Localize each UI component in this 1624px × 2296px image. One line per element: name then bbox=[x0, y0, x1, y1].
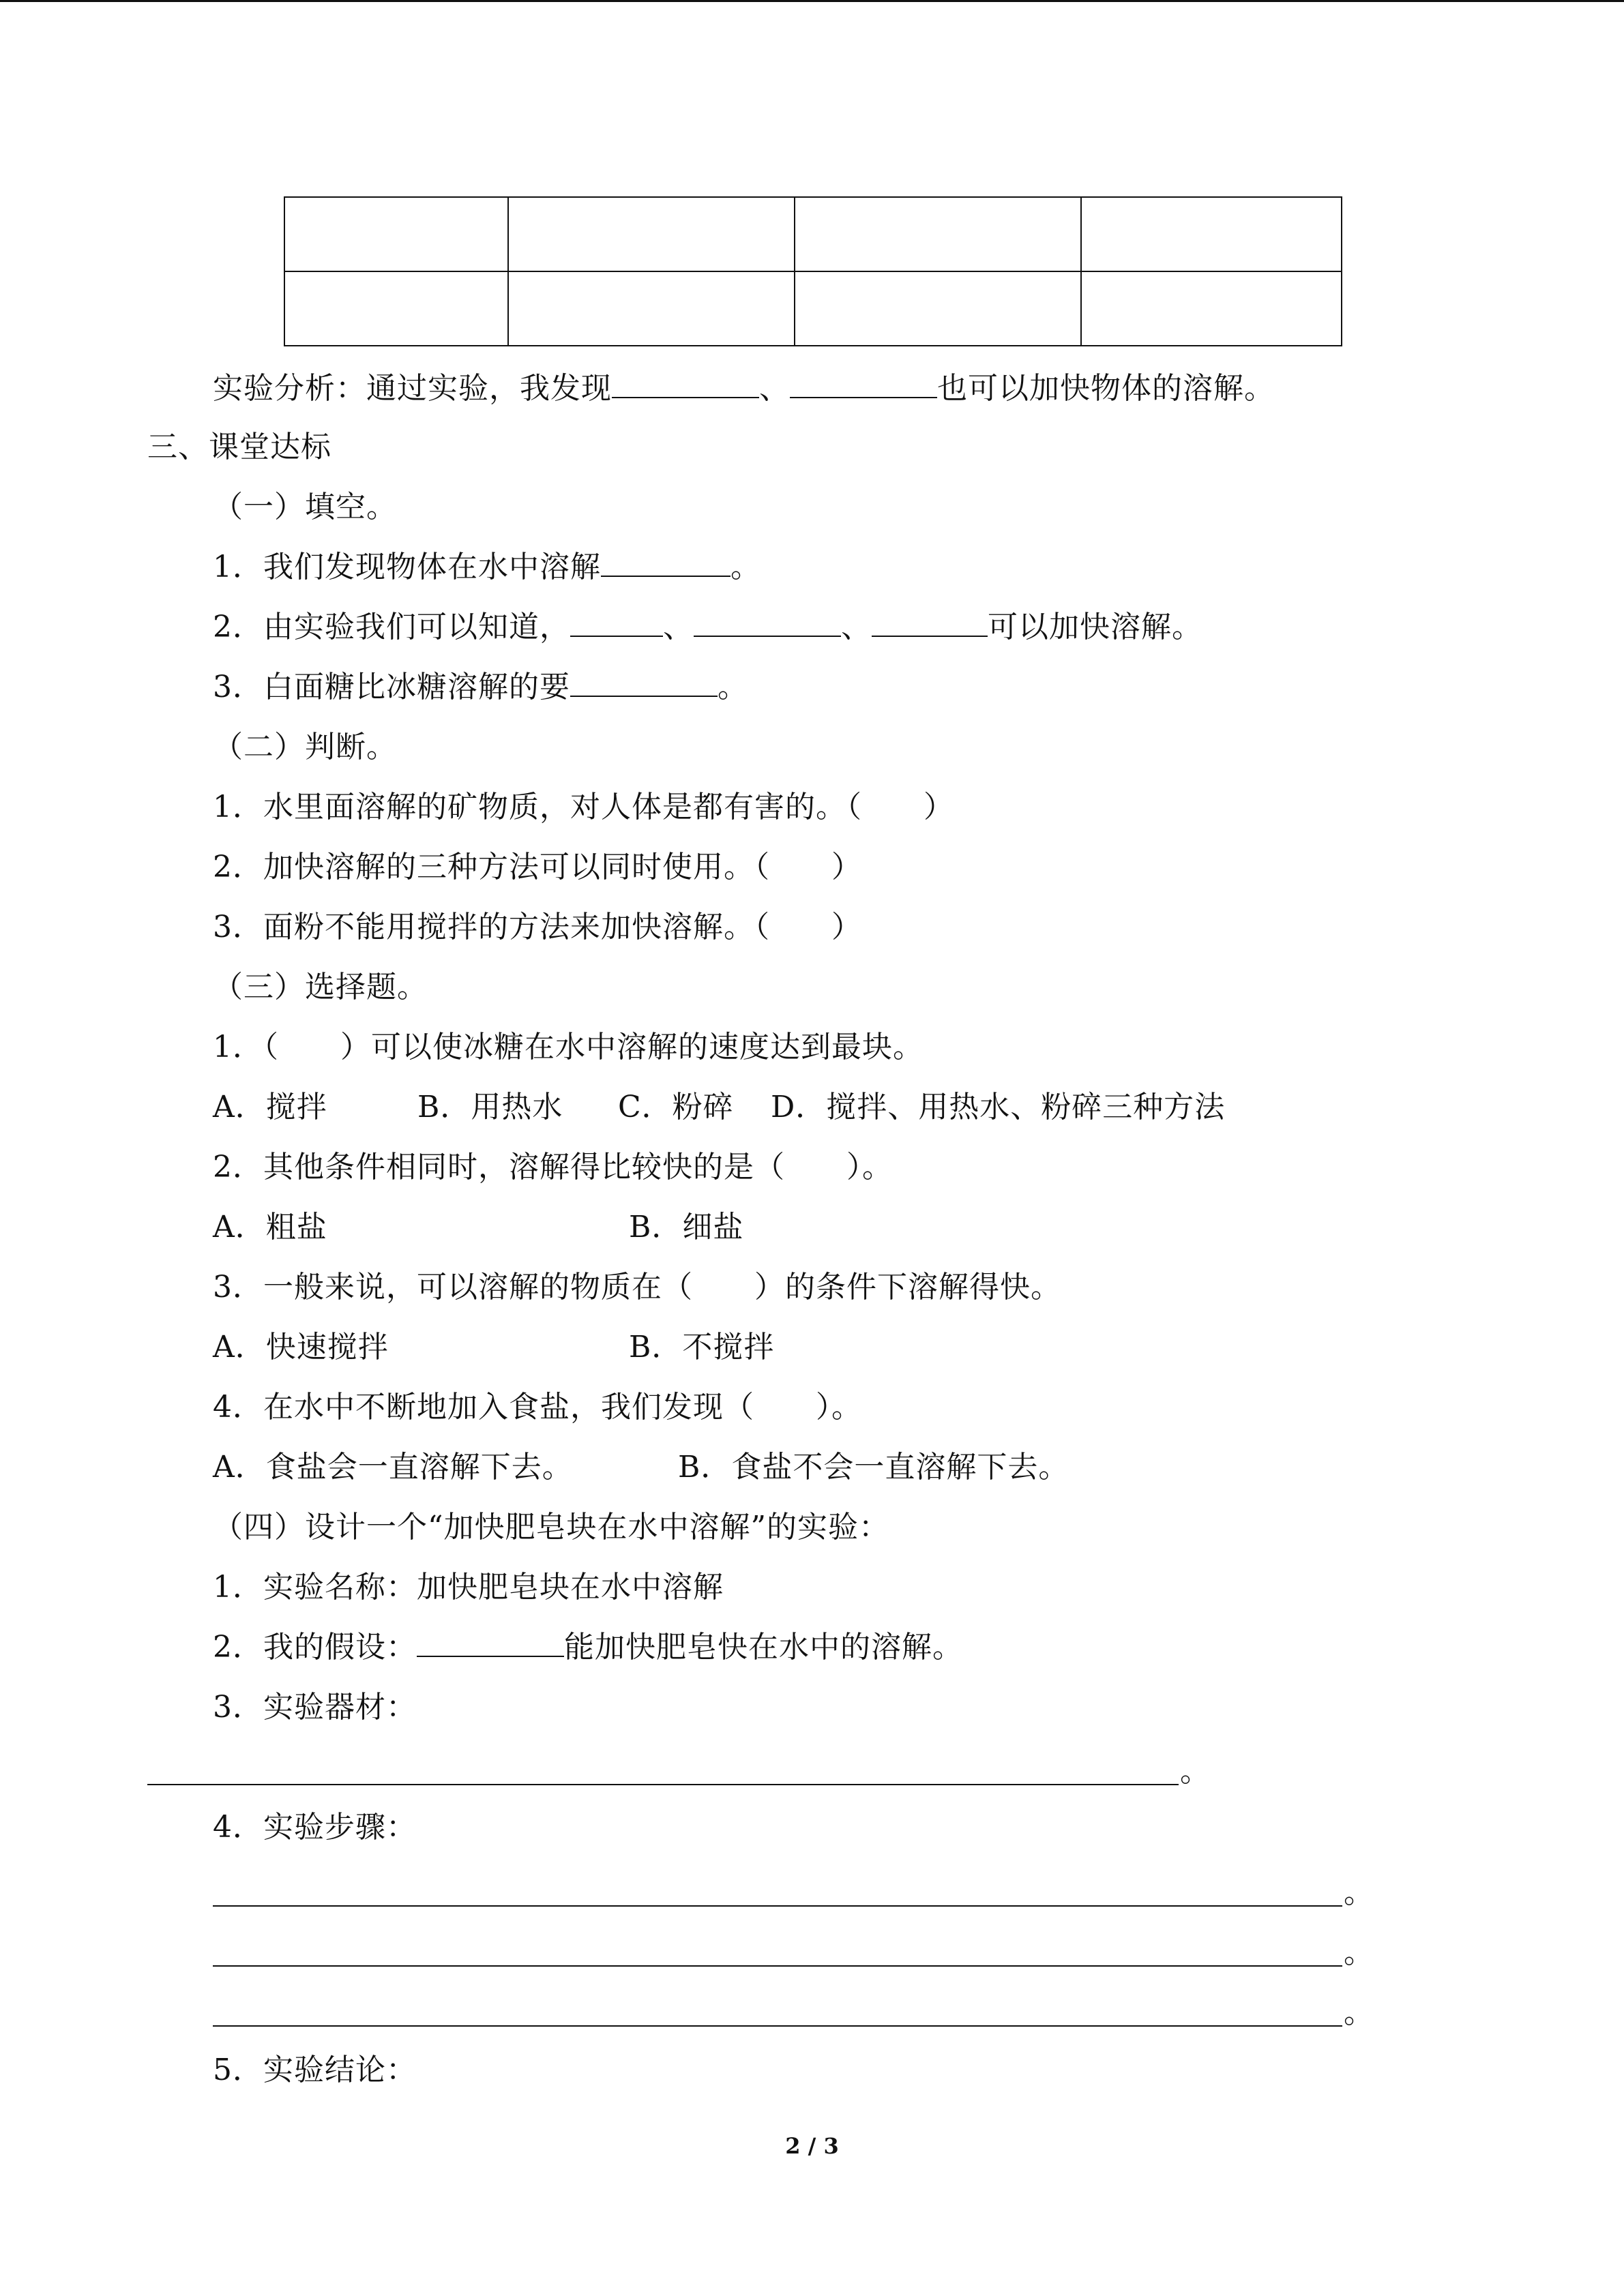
choice-q3-option-a[interactable]: A．快速搅拌 bbox=[213, 1330, 389, 1365]
experiment-table bbox=[284, 196, 1342, 346]
design-materials: 3．实验器材： bbox=[213, 1690, 417, 1725]
page-number: 2 / 3 bbox=[785, 2133, 839, 2159]
page-top-border bbox=[0, 0, 1624, 2]
question-text: 2．我的假设： bbox=[213, 1630, 417, 1665]
design-steps: 4．实验步骤： bbox=[213, 1810, 417, 1845]
choice-q2-option-a[interactable]: A．粗盐 bbox=[213, 1210, 327, 1244]
fill-q3 bbox=[213, 668, 748, 706]
choice-q4[interactable]: 4．在水中不断地加入食盐，我们发现（ ）。 bbox=[213, 1390, 862, 1425]
judge-q2[interactable]: 2．加快溶解的三种方法可以同时使用。（ ） bbox=[213, 850, 862, 884]
table-cell[interactable] bbox=[508, 271, 795, 346]
end-mark: 。 bbox=[1344, 1935, 1374, 1970]
choice-q1-option-b[interactable]: B．用热水 bbox=[417, 1090, 563, 1124]
table-cell[interactable] bbox=[508, 197, 795, 271]
answer-blank[interactable] bbox=[417, 1628, 564, 1657]
end-mark: 。 bbox=[1344, 1995, 1374, 2030]
choice-title: （三）选择题。 bbox=[213, 970, 428, 1004]
choice-q3-option-b[interactable]: B．不搅拌 bbox=[629, 1330, 775, 1365]
answer-blank[interactable] bbox=[612, 370, 759, 398]
answer-line[interactable] bbox=[213, 1905, 1342, 1907]
section-title: 三、课堂达标 bbox=[147, 430, 331, 464]
answer-blank[interactable] bbox=[694, 608, 841, 637]
table-cell[interactable] bbox=[284, 197, 508, 271]
table-cell[interactable] bbox=[795, 271, 1081, 346]
separator: 、 bbox=[841, 610, 872, 644]
answer-blank[interactable] bbox=[601, 548, 730, 577]
design-title: （四）设计一个“加快肥皂块在水中溶解”的实验： bbox=[213, 1510, 889, 1545]
analysis-prefix: 实验分析：通过实验，我发现 bbox=[213, 371, 612, 406]
design-conclusion: 5．实验结论： bbox=[213, 2053, 417, 2087]
choice-q4-option-a[interactable]: A．食盐会一直溶解下去。 bbox=[213, 1450, 573, 1485]
answer-blank[interactable] bbox=[570, 608, 663, 637]
choice-q1-option-a[interactable]: A．搅拌 bbox=[213, 1090, 327, 1124]
design-name: 1．实验名称：加快肥皂块在水中溶解 bbox=[213, 1570, 724, 1605]
analysis-line bbox=[213, 370, 1275, 408]
fill-q1 bbox=[213, 548, 761, 586]
answer-line[interactable] bbox=[213, 1965, 1342, 1967]
table-cell[interactable] bbox=[795, 197, 1081, 271]
table-row bbox=[284, 197, 1342, 271]
analysis-suffix: 也可以加快物体的溶解。 bbox=[937, 371, 1275, 406]
question-text: 能加快肥皂快在水中的溶解。 bbox=[564, 1630, 963, 1665]
separator: 、 bbox=[663, 610, 694, 644]
design-hypothesis bbox=[213, 1628, 963, 1667]
answer-blank[interactable] bbox=[790, 370, 937, 398]
fill-q2 bbox=[213, 608, 1202, 646]
fill-title: （一）填空。 bbox=[213, 490, 397, 524]
question-text: 。 bbox=[718, 670, 748, 704]
judge-q1[interactable]: 1．水里面溶解的矿物质，对人体是都有害的。（ ） bbox=[213, 790, 954, 824]
choice-q3[interactable]: 3．一般来说，可以溶解的物质在（ ）的条件下溶解得快。 bbox=[213, 1270, 1061, 1304]
judge-title: （二）判断。 bbox=[213, 730, 397, 764]
choice-q2-option-b[interactable]: B．细盐 bbox=[629, 1210, 744, 1244]
judge-q3[interactable]: 3．面粉不能用搅拌的方法来加快溶解。（ ） bbox=[213, 910, 862, 944]
choice-q1-option-d[interactable]: D．搅拌、用热水、粉碎三种方法 bbox=[771, 1090, 1226, 1124]
table-row bbox=[284, 271, 1342, 346]
answer-line[interactable] bbox=[147, 1784, 1179, 1785]
question-text: 。 bbox=[730, 550, 761, 584]
question-text: 3．白面糖比冰糖溶解的要 bbox=[213, 670, 570, 704]
table-cell[interactable] bbox=[1081, 271, 1342, 346]
separator: 、 bbox=[759, 371, 790, 406]
answer-blank[interactable] bbox=[570, 668, 718, 697]
question-text: 可以加快溶解。 bbox=[988, 610, 1202, 644]
answer-line[interactable] bbox=[213, 2025, 1342, 2027]
table-cell[interactable] bbox=[284, 271, 508, 346]
choice-q1[interactable]: 1．（ ）可以使冰糖在水中溶解的速度达到最块。 bbox=[213, 1030, 924, 1064]
end-mark: 。 bbox=[1344, 1875, 1374, 1910]
choice-q2[interactable]: 2．其他条件相同时，溶解得比较快的是（ ）。 bbox=[213, 1150, 893, 1184]
question-text: 1．我们发现物体在水中溶解 bbox=[213, 550, 601, 584]
choice-q4-option-b[interactable]: B．食盐不会一直溶解下去。 bbox=[678, 1450, 1069, 1485]
end-mark: 。 bbox=[1180, 1754, 1210, 1789]
question-text: 2．由实验我们可以知道， bbox=[213, 610, 570, 644]
answer-blank[interactable] bbox=[872, 608, 988, 637]
choice-q1-option-c[interactable]: C．粉碎 bbox=[618, 1090, 734, 1124]
table-cell[interactable] bbox=[1081, 197, 1342, 271]
